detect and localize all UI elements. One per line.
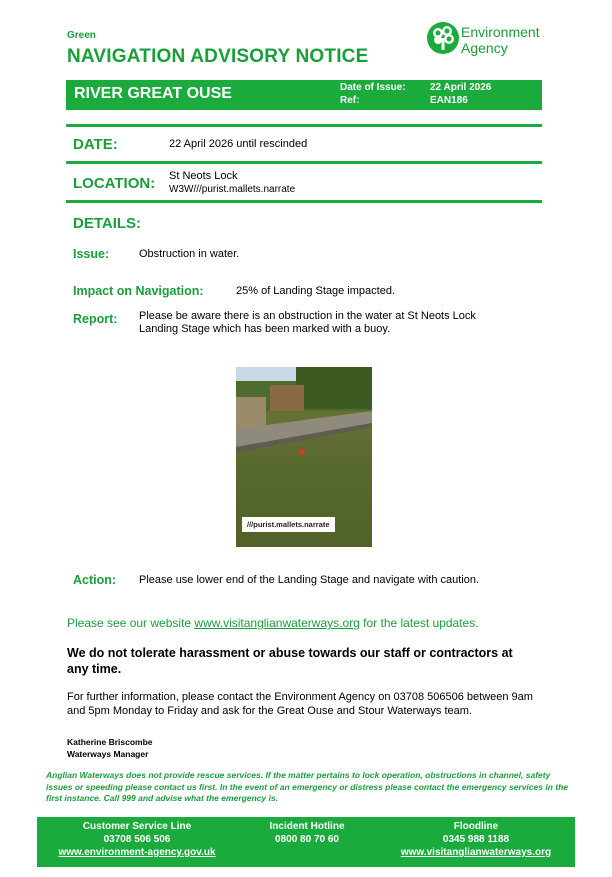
harassment-policy: We do not tolerate harassment or abuse towards our staff or contractors at any time. (67, 646, 513, 676)
date-label: DATE: (73, 136, 118, 153)
river-name: RIVER GREAT OUSE (74, 85, 232, 102)
ref-label: Ref: (340, 95, 360, 106)
location-w3w: W3W///purist.mallets.narrate (169, 184, 296, 195)
floodline-column: Floodline 0345 988 1188 www.visitanglianwaterways.org (377, 820, 575, 859)
impact-label: Impact on Navigation: (73, 284, 204, 298)
date-value: 22 April 2026 until rescinded (169, 138, 308, 150)
website-link[interactable]: www.visitanglianwaterways.org (194, 616, 360, 630)
issue-label: Issue: (73, 247, 110, 261)
classification-label: Green (67, 30, 96, 41)
page-title: NAVIGATION ADVISORY NOTICE (67, 46, 369, 67)
signatory-role: Waterways Manager (67, 749, 149, 759)
landing-stage-photo (236, 367, 372, 547)
divider (66, 200, 542, 203)
logo-text: Environment Agency (461, 24, 540, 56)
date-of-issue-value: 22 April 2026 (430, 82, 492, 93)
contact-info: For further information, please contact the Environment Agency on 03708 506506 between 9am and 5pm Monday to Friday and ask for the Great Ouse and Stour Waterways team. (67, 691, 533, 717)
rescue-disclaimer: Anglian Waterways does not provide rescue services. If the matter pertains to lock operation, obstructions in channel, safety issues or speeding please contact us first. In the event of an emergency or distress please contact the emergency services in the first instance. Call 999 and advise what the emergency is. (46, 770, 568, 803)
footer-bar (37, 817, 575, 867)
impact-value: 25% of Landing Stage impacted. (236, 285, 396, 297)
river-banner (66, 80, 542, 110)
signature-block (67, 736, 153, 760)
customer-service-column: Customer Service Line 03708 506 506 www.environment-agency.gov.uk (37, 820, 237, 859)
divider (66, 124, 542, 127)
action-label: Action: (73, 573, 117, 587)
website-notice: Please see our website www.visitanglianwaterways.org for the latest updates. (67, 616, 479, 630)
report-label: Report: (73, 312, 118, 326)
environment-agency-link[interactable]: www.environment-agency.gov.uk (58, 847, 216, 858)
location-label: LOCATION: (73, 175, 156, 192)
incident-hotline-column: Incident Hotline 0800 80 70 60 (269, 821, 345, 845)
photo-w3w-tag: ///purist.mallets.narrate (242, 517, 335, 532)
location-name: St Neots Lock (169, 170, 238, 182)
details-heading: DETAILS: (73, 215, 142, 232)
report-text: Please be aware there is an obstruction in the water at St Neots Lock Landing Stage which has been marked with a buoy. (139, 310, 476, 335)
visit-anglian-waterways-link[interactable]: www.visitanglianwaterways.org (400, 847, 552, 858)
action-value: Please use lower end of the Landing Stage and navigate with caution. (139, 574, 480, 586)
issue-value: Obstruction in water. (139, 248, 240, 260)
signatory-name: Katherine Briscombe (67, 737, 153, 747)
environment-agency-logo-icon (426, 21, 460, 55)
date-of-issue-label: Date of Issue: (340, 82, 406, 93)
ref-value: EAN186 (430, 95, 468, 106)
divider (66, 161, 542, 164)
